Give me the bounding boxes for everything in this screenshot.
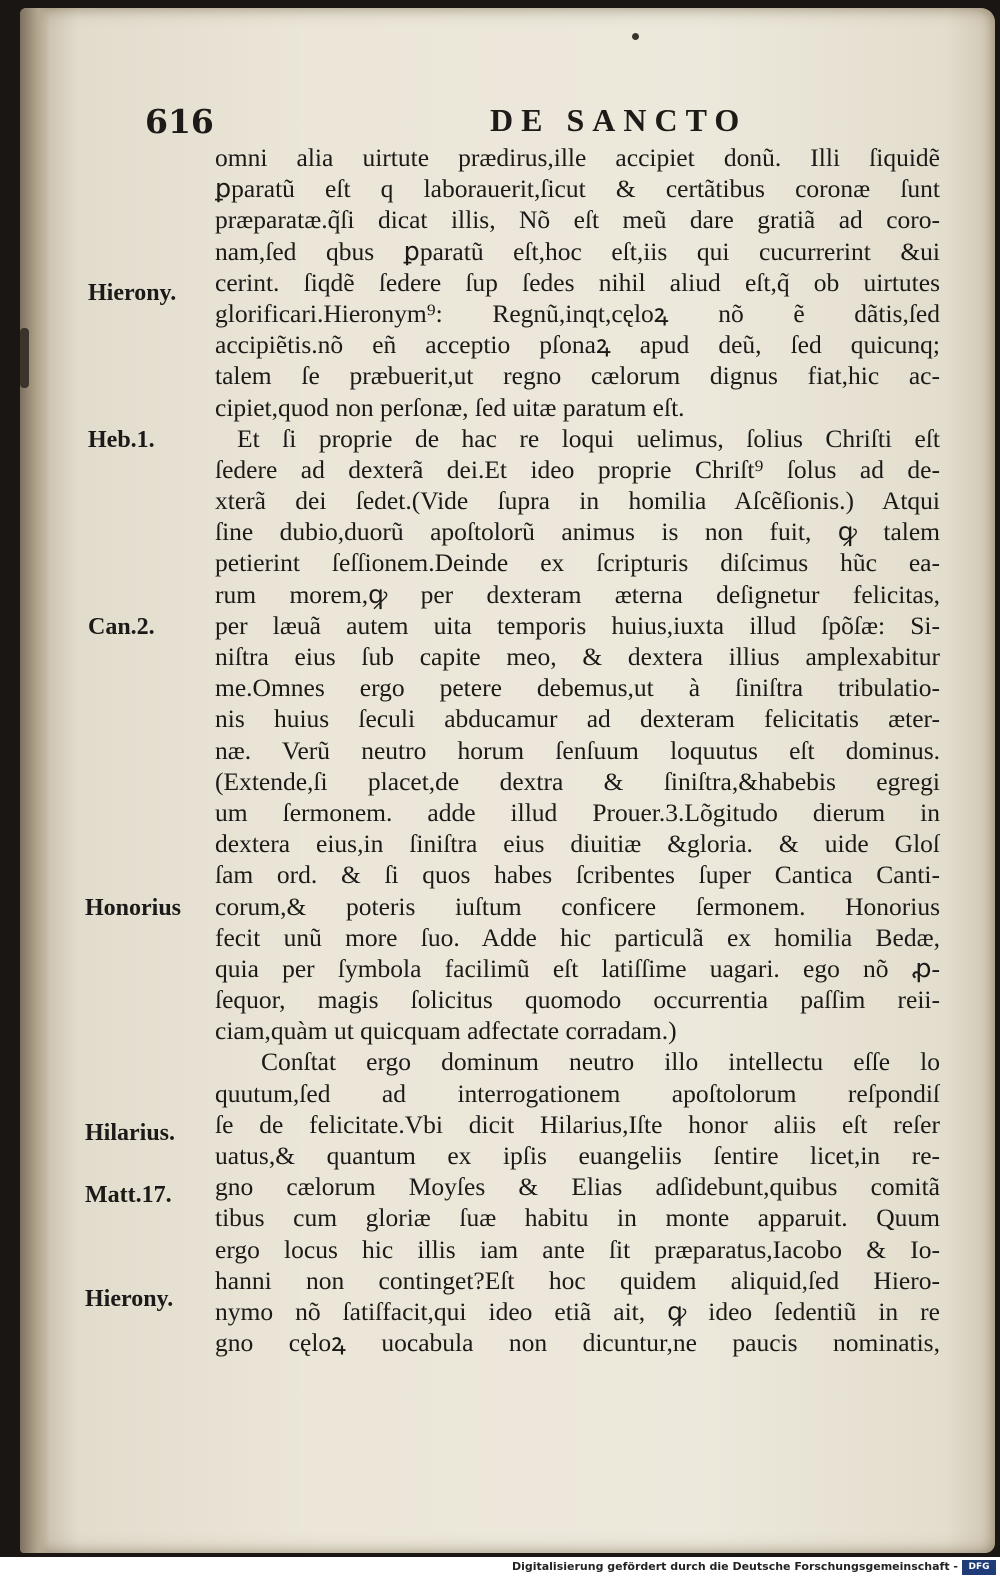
- text-line: ſedere ad dexterã dei.Et ideo proprie Chriſt⁹ ſolus ad de-: [215, 454, 940, 484]
- text-line: cerint. ſiqdẽ ſedere ſup ſedes nihil aliud eſt,q̃ ob uirtutes: [215, 267, 940, 297]
- footer-bar: [0, 1557, 1000, 1579]
- text-line: omni alia uirtute prædirus,ille accipiet donũ. Illi ſiquidẽ: [215, 143, 940, 172]
- text-line: cipiet,quod non perſonæ, ſed uitæ paratum eſt.: [215, 392, 685, 422]
- ink-spot: [20, 328, 29, 388]
- text-line: xterã dei ſedet.(Vide ſupra in homilia Aſcẽſionis.) Atqui: [215, 486, 940, 516]
- text-line: talem ſe præbuerit,ut regno cælorum dignus fiat,hic ac-: [215, 361, 940, 391]
- text-line: ſe de felicitate.Vbi dicit Hilarius,Iſte honor aliis eſt reſer: [215, 1109, 940, 1139]
- text-line: accipiẽtis.nõ eñ acceptio pſonaꝝ apud deũ, ſed quicunq;: [215, 330, 940, 360]
- text-line: ſine dubio,duorũ apoſtolorũ animus is non fuit, ꝙ talem: [215, 517, 940, 547]
- text-line: (Extende,ſi placet,de dextra & ſiniſtra,&habebis egregi: [215, 766, 940, 796]
- marginal-note: Hierony.: [85, 1286, 174, 1312]
- text-line: Et ſi proprie de hac re loqui uelimus, ſolius Chriſti eſt: [237, 423, 940, 453]
- text-line: rum morem,ꝙ per dexteram æterna deſignetur felicitas,: [215, 579, 940, 609]
- funding-credit: Digitalisierung gefördert durch die Deutsche Forschungsgemeinschaft -: [511, 1560, 958, 1573]
- page-header: [145, 102, 945, 142]
- marginal-note: Hilarius.: [85, 1120, 176, 1146]
- text-line: Conſtat ergo dominum neutro illo intellectu eſſe lo: [261, 1047, 940, 1077]
- text-line: ꝑparatũ eſt q laborauerit,ſicut & certãtibus coronæ ſunt: [215, 174, 940, 204]
- text-line: præparatæ.q̃ſi dicat illis, Nõ eſt meũ dare gratiã ad coro-: [215, 205, 940, 235]
- text-line: dextera eius,in ſiniſtra eius diuitiæ &gloria. & uide Gloſ: [215, 829, 940, 859]
- text-line: gno cęloꝝ uocabula non dicuntur,ne paucis nominatis,: [215, 1328, 940, 1358]
- page-number: 616: [145, 102, 214, 141]
- text-line: nis huius ſeculi abducamur ad dexteram felicitatis æter-: [215, 704, 940, 734]
- text-line: niſtra eius ſub capite meo, & dextera illius amplexabitur: [215, 642, 940, 671]
- text-line: per læuã autem uita temporis huius,iuxta illud ſpõſæ: Si-: [215, 610, 940, 640]
- marginal-note: Hierony.: [88, 280, 177, 306]
- text-line: um ſermonem. adde illud Prouer.3.Lõgitudo dierum in: [215, 797, 940, 827]
- text-line: ſequor, magis ſolicitus quomodo occurrentia paſſim reii-: [215, 985, 940, 1015]
- marginal-note: Can.2.: [88, 614, 155, 640]
- text-line: me.Omnes ergo petere debemus,ut à ſiniſtra tribulatio-: [215, 673, 940, 703]
- text-line: glorificari.Hieronym⁹: Regnũ,inqt,cęloꝝ nõ ẽ dãtis,ſed: [215, 298, 940, 328]
- text-line: gno cælorum Moyſes & Elias adſidebunt,quibus comitã: [215, 1172, 940, 1202]
- text-line: fecit unũ more ſuo. Adde hic particulã ex homilia Bedæ,: [215, 922, 940, 952]
- text-line: nymo nõ ſatiſfacit,qui ideo etiã ait, ꝙ ideo ſedentiũ in re: [215, 1296, 940, 1326]
- text-line: næ. Verũ neutro horum ſenſuum loquutus eſt dominus.: [215, 735, 940, 765]
- text-line: tibus cum gloriæ ſuæ habitu in monte apparuit. Quum: [215, 1203, 940, 1233]
- running-head: DE SANCTO: [490, 102, 748, 138]
- text-line: ergo locus hic illis iam ante ſit præparatus,Iacobo & Io-: [215, 1234, 940, 1264]
- body-text: [215, 142, 940, 1358]
- text-line: ciam,quàm ut quicquam adfectate corradam.): [215, 1016, 677, 1046]
- text-line: corum,& poteris iuſtum conficere ſermonem. Honorius: [215, 891, 940, 921]
- text-line: nam,ſed qbus ꝑparatũ eſt,hoc eſt,iis qui cucurrerint &ui: [215, 236, 940, 266]
- text-line: petierint ſeſſionem.Deinde ex ſcripturis diſcimus hũc ea-: [215, 548, 940, 578]
- text-line: hanni non continget?Eſt hoc quidem aliquid,ſed Hiero-: [215, 1265, 940, 1295]
- marginal-note: Honorius: [85, 895, 182, 921]
- marginal-note: Heb.1.: [88, 427, 155, 453]
- marginal-note: Matt.17.: [85, 1182, 172, 1208]
- page-gutter-shadow: [20, 8, 50, 1553]
- ink-spot: [632, 33, 639, 40]
- text-line: ſam ord. & ſi quos habes ſcribentes ſuper Cantica Canti-: [215, 860, 940, 890]
- text-line: quutum,ſed ad interrogationem apoſtolorum reſpondiſ: [215, 1078, 940, 1108]
- dfg-logo: DFG: [962, 1560, 996, 1575]
- text-line: uatus,& quantum ex ipſis euangeliis ſentire licet,in re-: [215, 1141, 940, 1170]
- text-line: quia per ſymbola facilimũ eſt latiſſime uagari. ego nõ ꝓ-: [215, 953, 940, 983]
